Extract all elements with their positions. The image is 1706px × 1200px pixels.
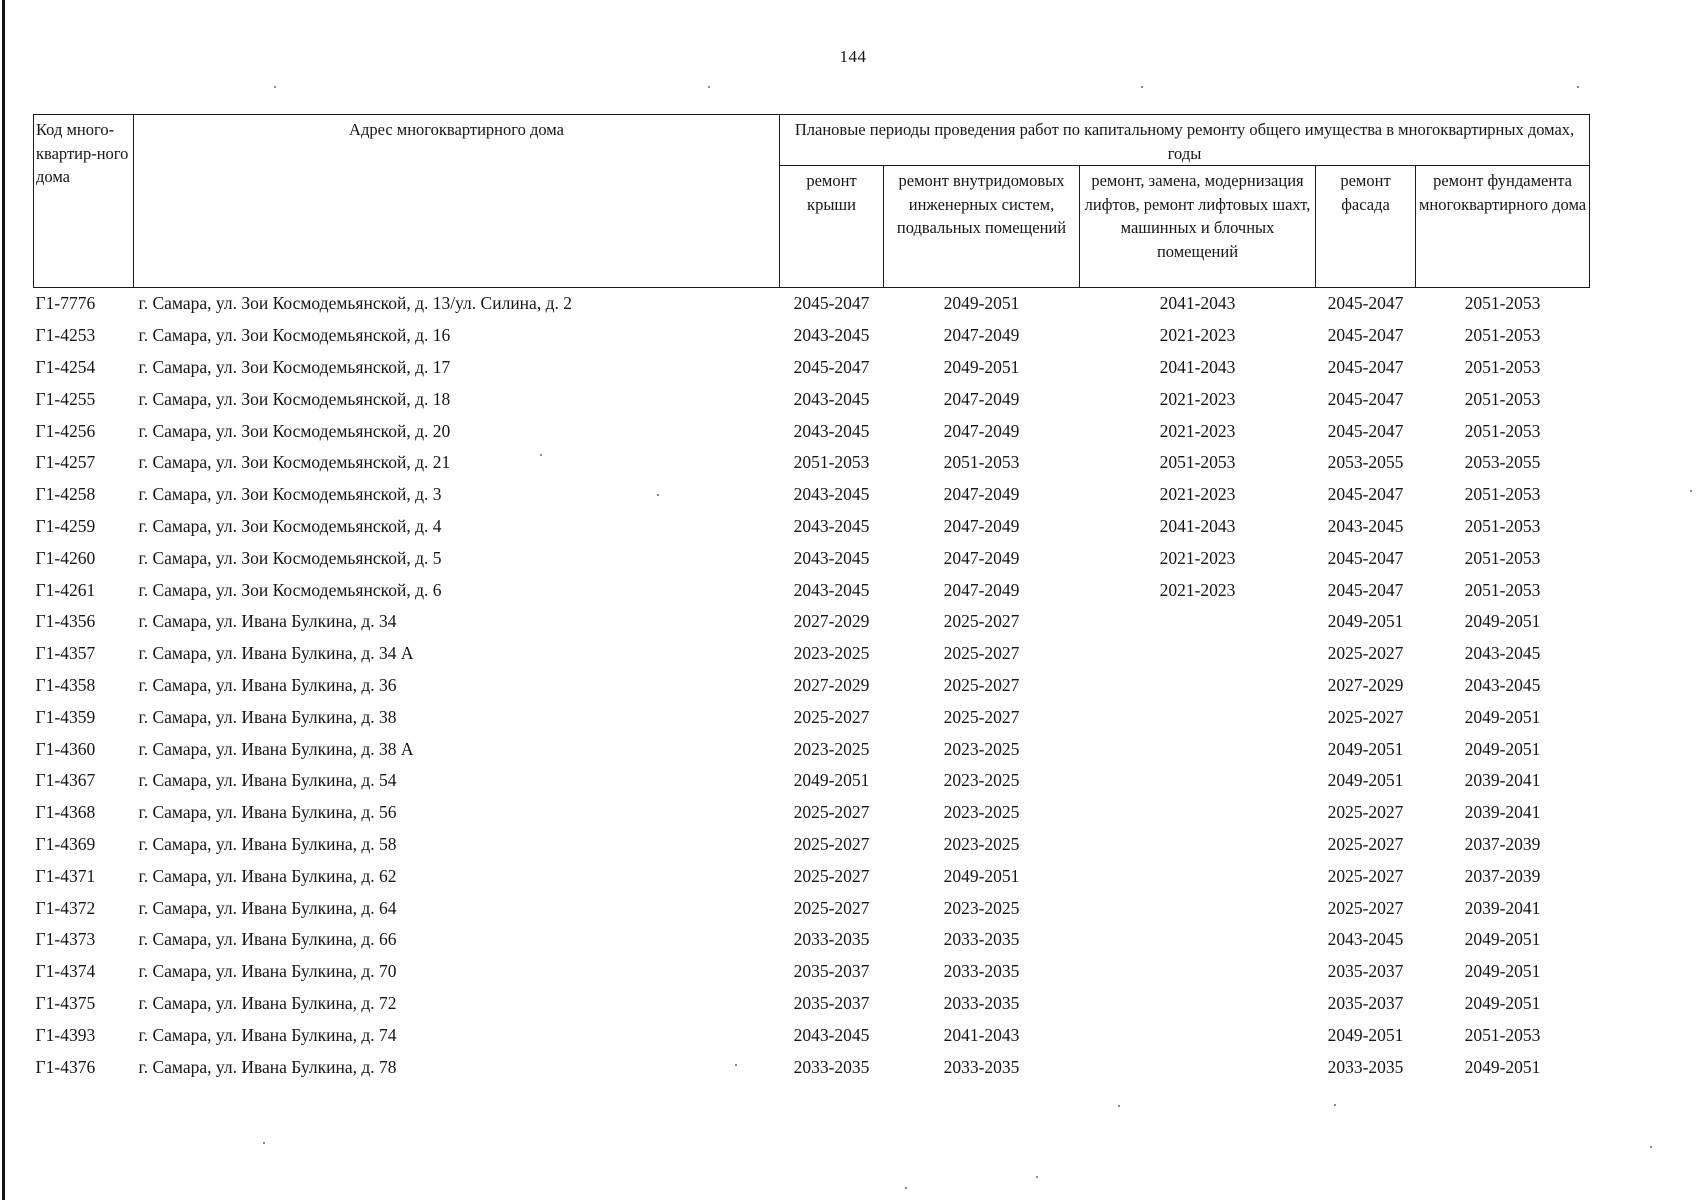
cell-roof: 2033-2035: [793, 929, 870, 950]
cell-elevators: [1080, 765, 1316, 797]
scan-speck: [1141, 86, 1143, 88]
table-row: [34, 574, 1590, 606]
cell-foundation: 2051-2053: [1464, 420, 1541, 441]
cell-engineering: 2025-2027: [943, 611, 1020, 632]
cell-facade: 2049-2051: [1327, 1024, 1404, 1045]
cell-code: Г1-4358: [35, 674, 96, 695]
cell-foundation: 2051-2053: [1464, 579, 1541, 600]
cell-elevators: 2041-2043: [1159, 356, 1236, 377]
cell-elevators: [1080, 829, 1316, 861]
cell-address: г. Самара, ул. Ивана Булкина, д. 62: [138, 865, 397, 886]
cell-engineering: 2051-2053: [943, 452, 1020, 473]
cell-foundation: 2049-2051: [1464, 738, 1541, 759]
table-row: [34, 988, 1590, 1020]
table-row: [34, 892, 1590, 924]
cell-address: г. Самара, ул. Ивана Булкина, д. 66: [138, 929, 397, 950]
cell-roof: 2043-2045: [793, 547, 870, 568]
table-row: [34, 606, 1590, 638]
cell-elevators: 2021-2023: [1159, 484, 1236, 505]
scan-speck: [1036, 1176, 1038, 1178]
scan-speck: [1690, 490, 1692, 492]
cell-engineering: 2025-2027: [943, 674, 1020, 695]
cell-engineering: 2023-2025: [943, 738, 1020, 759]
cell-elevators: [1080, 638, 1316, 670]
cell-address: г. Самара, ул. Зои Космодемьянской, д. 16: [138, 325, 451, 346]
cell-foundation: 2039-2041: [1464, 897, 1541, 918]
cell-address: г. Самара, ул. Зои Космодемьянской, д. 20: [138, 420, 451, 441]
cell-roof: 2025-2027: [793, 897, 870, 918]
scan-speck: [708, 86, 710, 88]
cell-engineering: 2047-2049: [943, 579, 1020, 600]
cell-roof: 2023-2025: [793, 738, 870, 759]
cell-elevators: 2021-2023: [1159, 547, 1236, 568]
cell-engineering: 2049-2051: [943, 293, 1020, 314]
cell-address: г. Самара, ул. Ивана Булкина, д. 38: [138, 706, 397, 727]
cell-elevators: 2041-2043: [1159, 515, 1236, 536]
cell-address: г. Самара, ул. Ивана Булкина, д. 74: [138, 1024, 397, 1045]
cell-foundation: 2049-2051: [1464, 611, 1541, 632]
cell-code: Г1-4368: [35, 802, 96, 823]
cell-address: г. Самара, ул. Зои Космодемьянской, д. 3: [138, 484, 442, 505]
cell-facade: 2053-2055: [1327, 452, 1404, 473]
cell-facade: 2035-2037: [1327, 992, 1404, 1013]
cell-roof: 2025-2027: [793, 865, 870, 886]
cell-foundation: 2049-2051: [1464, 1056, 1541, 1077]
cell-code: Г1-4260: [35, 547, 96, 568]
header-periods-group: Плановые периоды проведения работ по капитальному ремонту общего имущества в многоквартирных домах, годы: [780, 115, 1590, 166]
cell-roof: 2045-2047: [793, 293, 870, 314]
cell-facade: 2025-2027: [1327, 802, 1404, 823]
cell-foundation: 2051-2053: [1464, 325, 1541, 346]
cell-code: Г1-4253: [35, 325, 96, 346]
header-address: Адрес многоквартирного дома: [134, 115, 780, 288]
cell-facade: 2049-2051: [1327, 738, 1404, 759]
cell-roof: 2023-2025: [793, 643, 870, 664]
cell-code: Г1-4375: [35, 992, 96, 1013]
cell-foundation: 2039-2041: [1464, 802, 1541, 823]
cell-roof: 2043-2045: [793, 388, 870, 409]
cell-engineering: 2025-2027: [943, 643, 1020, 664]
cell-elevators: [1080, 733, 1316, 765]
cell-roof: 2025-2027: [793, 833, 870, 854]
cell-facade: 2045-2047: [1327, 484, 1404, 505]
cell-facade: 2043-2045: [1327, 515, 1404, 536]
cell-foundation: 2043-2045: [1464, 643, 1541, 664]
cell-address: г. Самара, ул. Зои Космодемьянской, д. 6: [138, 579, 442, 600]
header-foundation: ремонт фундамента многоквартирного дома: [1416, 166, 1590, 288]
cell-roof: 2043-2045: [793, 579, 870, 600]
cell-facade: 2049-2051: [1327, 770, 1404, 791]
table-row: [34, 383, 1590, 415]
cell-code: Г1-4255: [35, 388, 96, 409]
cell-facade: 2045-2047: [1327, 356, 1404, 377]
cell-code: Г1-4373: [35, 929, 96, 950]
header-elevators: ремонт, замена, модернизация лифтов, ремонт лифтовых шахт, машинных и блочных помещений: [1080, 166, 1316, 288]
cell-code: Г1-4393: [35, 1024, 96, 1045]
page-number: 144: [839, 47, 867, 66]
cell-address: г. Самара, ул. Ивана Булкина, д. 54: [138, 770, 397, 791]
cell-roof: 2051-2053: [793, 452, 870, 473]
cell-foundation: 2051-2053: [1464, 356, 1541, 377]
table-row: [34, 511, 1590, 543]
cell-facade: 2045-2047: [1327, 579, 1404, 600]
cell-address: г. Самара, ул. Ивана Булкина, д. 34: [138, 611, 397, 632]
cell-elevators: 2021-2023: [1159, 388, 1236, 409]
cell-elevators: [1080, 924, 1316, 956]
scan-speck: [1118, 1105, 1120, 1107]
cell-elevators: [1080, 1051, 1316, 1083]
cell-engineering: 2023-2025: [943, 770, 1020, 791]
cell-elevators: [1080, 860, 1316, 892]
cell-address: г. Самара, ул. Зои Космодемьянской, д. 18: [138, 388, 451, 409]
cell-roof: 2043-2045: [793, 325, 870, 346]
scan-speck: [274, 86, 276, 88]
table-row: [34, 860, 1590, 892]
scan-speck: [1650, 1146, 1652, 1148]
cell-engineering: 2047-2049: [943, 325, 1020, 346]
cell-engineering: 2041-2043: [943, 1024, 1020, 1045]
cell-roof: 2027-2029: [793, 674, 870, 695]
cell-foundation: 2051-2053: [1464, 1024, 1541, 1045]
cell-facade: 2027-2029: [1327, 674, 1404, 695]
table-row: [34, 670, 1590, 702]
cell-facade: 2035-2037: [1327, 961, 1404, 982]
cell-engineering: 2023-2025: [943, 802, 1020, 823]
table-row: [34, 924, 1590, 956]
cell-facade: 2045-2047: [1327, 388, 1404, 409]
cell-engineering: 2047-2049: [943, 547, 1020, 568]
table-row: [34, 733, 1590, 765]
cell-engineering: 2049-2051: [943, 865, 1020, 886]
cell-facade: 2045-2047: [1327, 420, 1404, 441]
cell-facade: 2033-2035: [1327, 1056, 1404, 1077]
scan-speck: [1577, 86, 1579, 88]
cell-engineering: 2047-2049: [943, 388, 1020, 409]
cell-engineering: 2023-2025: [943, 897, 1020, 918]
table-row: [34, 447, 1590, 479]
cell-code: Г1-4369: [35, 833, 96, 854]
cell-address: г. Самара, ул. Ивана Булкина, д. 36: [138, 674, 397, 695]
cell-code: Г1-4359: [35, 706, 96, 727]
table-row: [34, 701, 1590, 733]
table-row: [34, 288, 1590, 320]
cell-code: Г1-4372: [35, 897, 96, 918]
cell-foundation: 2049-2051: [1464, 929, 1541, 950]
table-row: [34, 956, 1590, 988]
cell-address: г. Самара, ул. Зои Космодемьянской, д. 4: [138, 515, 442, 536]
cell-code: Г1-4367: [35, 770, 96, 791]
cell-facade: 2025-2027: [1327, 643, 1404, 664]
cell-foundation: 2037-2039: [1464, 865, 1541, 886]
cell-elevators: 2021-2023: [1159, 579, 1236, 600]
cell-roof: 2035-2037: [793, 992, 870, 1013]
table-row: [34, 638, 1590, 670]
cell-roof: 2025-2027: [793, 706, 870, 727]
cell-code: Г1-4261: [35, 579, 96, 600]
cell-facade: 2043-2045: [1327, 929, 1404, 950]
cell-roof: 2049-2051: [793, 770, 870, 791]
cell-engineering: 2047-2049: [943, 484, 1020, 505]
cell-foundation: 2043-2045: [1464, 674, 1541, 695]
scan-speck: [263, 1142, 265, 1144]
cell-foundation: 2039-2041: [1464, 770, 1541, 791]
cell-roof: 2043-2045: [793, 484, 870, 505]
cell-facade: 2045-2047: [1327, 547, 1404, 568]
table-row: [34, 797, 1590, 829]
cell-code: Г1-4371: [35, 865, 96, 886]
cell-elevators: [1080, 606, 1316, 638]
table-row: [34, 320, 1590, 352]
cell-elevators: 2021-2023: [1159, 420, 1236, 441]
cell-code: Г1-4376: [35, 1056, 96, 1077]
capital-repair-schedule-table: [33, 114, 1590, 1083]
header-engineering: ремонт внутридомовых инженерных систем, подвальных помещений: [884, 166, 1080, 288]
cell-engineering: 2025-2027: [943, 706, 1020, 727]
cell-elevators: 2041-2043: [1159, 293, 1236, 314]
cell-facade: 2025-2027: [1327, 897, 1404, 918]
table-row: [34, 352, 1590, 384]
table-row: [34, 1019, 1590, 1051]
cell-foundation: 2049-2051: [1464, 706, 1541, 727]
cell-roof: 2035-2037: [793, 961, 870, 982]
cell-address: г. Самара, ул. Ивана Булкина, д. 72: [138, 992, 397, 1013]
header-code: Код много-квартир-ного дома: [34, 115, 134, 288]
cell-code: Г1-4254: [35, 356, 96, 377]
cell-facade: 2025-2027: [1327, 833, 1404, 854]
header-facade: ремонт фасада: [1316, 166, 1416, 288]
cell-elevators: [1080, 892, 1316, 924]
cell-address: г. Самара, ул. Ивана Булкина, д. 56: [138, 802, 397, 823]
cell-code: Г1-4258: [35, 484, 96, 505]
cell-foundation: 2049-2051: [1464, 992, 1541, 1013]
table-row: [34, 829, 1590, 861]
cell-elevators: [1080, 988, 1316, 1020]
cell-roof: 2045-2047: [793, 356, 870, 377]
cell-code: Г1-4256: [35, 420, 96, 441]
cell-foundation: 2051-2053: [1464, 515, 1541, 536]
cell-engineering: 2033-2035: [943, 1056, 1020, 1077]
cell-roof: 2025-2027: [793, 802, 870, 823]
cell-code: Г1-4374: [35, 961, 96, 982]
cell-engineering: 2033-2035: [943, 929, 1020, 950]
cell-facade: 2045-2047: [1327, 325, 1404, 346]
scan-speck: [1334, 1104, 1336, 1106]
cell-code: Г1-4259: [35, 515, 96, 536]
cell-address: г. Самара, ул. Зои Космодемьянской, д. 5: [138, 547, 442, 568]
cell-address: г. Самара, ул. Ивана Булкина, д. 70: [138, 961, 397, 982]
cell-roof: 2043-2045: [793, 420, 870, 441]
scan-speck: [905, 1187, 907, 1189]
cell-elevators: [1080, 1019, 1316, 1051]
cell-foundation: 2049-2051: [1464, 961, 1541, 982]
cell-facade: 2025-2027: [1327, 706, 1404, 727]
table-row: [34, 415, 1590, 447]
cell-facade: 2045-2047: [1327, 293, 1404, 314]
header-roof: ремонт крыши: [780, 166, 884, 288]
cell-code: Г1-4360: [35, 738, 96, 759]
table-row: [34, 479, 1590, 511]
cell-roof: 2043-2045: [793, 1024, 870, 1045]
cell-roof: 2027-2029: [793, 611, 870, 632]
cell-elevators: [1080, 670, 1316, 702]
table-body: [34, 288, 1590, 1083]
cell-engineering: 2033-2035: [943, 961, 1020, 982]
cell-foundation: 2051-2053: [1464, 293, 1541, 314]
cell-elevators: [1080, 956, 1316, 988]
cell-code: Г1-4257: [35, 452, 96, 473]
cell-address: г. Самара, ул. Ивана Булкина, д. 38 А: [138, 738, 414, 759]
cell-elevators: [1080, 701, 1316, 733]
cell-engineering: 2023-2025: [943, 833, 1020, 854]
table-row: [34, 1051, 1590, 1083]
scan-left-edge-rule: [2, 0, 5, 1200]
cell-engineering: 2033-2035: [943, 992, 1020, 1013]
cell-foundation: 2051-2053: [1464, 484, 1541, 505]
cell-address: г. Самара, ул. Ивана Булкина, д. 34 А: [138, 643, 414, 664]
cell-code: Г1-4356: [35, 611, 96, 632]
table-row: [34, 765, 1590, 797]
cell-code: Г1-4357: [35, 643, 96, 664]
cell-address: г. Самара, ул. Ивана Булкина, д. 64: [138, 897, 397, 918]
cell-code: Г1-7776: [35, 293, 96, 314]
cell-foundation: 2037-2039: [1464, 833, 1541, 854]
cell-roof: 2043-2045: [793, 515, 870, 536]
cell-roof: 2033-2035: [793, 1056, 870, 1077]
cell-engineering: 2049-2051: [943, 356, 1020, 377]
cell-elevators: 2021-2023: [1159, 325, 1236, 346]
cell-engineering: 2047-2049: [943, 515, 1020, 536]
cell-foundation: 2051-2053: [1464, 388, 1541, 409]
cell-foundation: 2051-2053: [1464, 547, 1541, 568]
cell-facade: 2049-2051: [1327, 611, 1404, 632]
cell-foundation: 2053-2055: [1464, 452, 1541, 473]
cell-engineering: 2047-2049: [943, 420, 1020, 441]
cell-address: г. Самара, ул. Зои Космодемьянской, д. 17: [138, 356, 451, 377]
cell-address: г. Самара, ул. Зои Космодемьянской, д. 21: [138, 452, 451, 473]
cell-address: г. Самара, ул. Ивана Булкина, д. 78: [138, 1056, 397, 1077]
cell-elevators: 2051-2053: [1159, 452, 1236, 473]
table-row: [34, 542, 1590, 574]
cell-address: г. Самара, ул. Зои Космодемьянской, д. 13/ул. Силина, д. 2: [138, 293, 572, 314]
cell-facade: 2025-2027: [1327, 865, 1404, 886]
table-header: [34, 115, 1590, 288]
cell-address: г. Самара, ул. Ивана Булкина, д. 58: [138, 833, 397, 854]
cell-elevators: [1080, 797, 1316, 829]
